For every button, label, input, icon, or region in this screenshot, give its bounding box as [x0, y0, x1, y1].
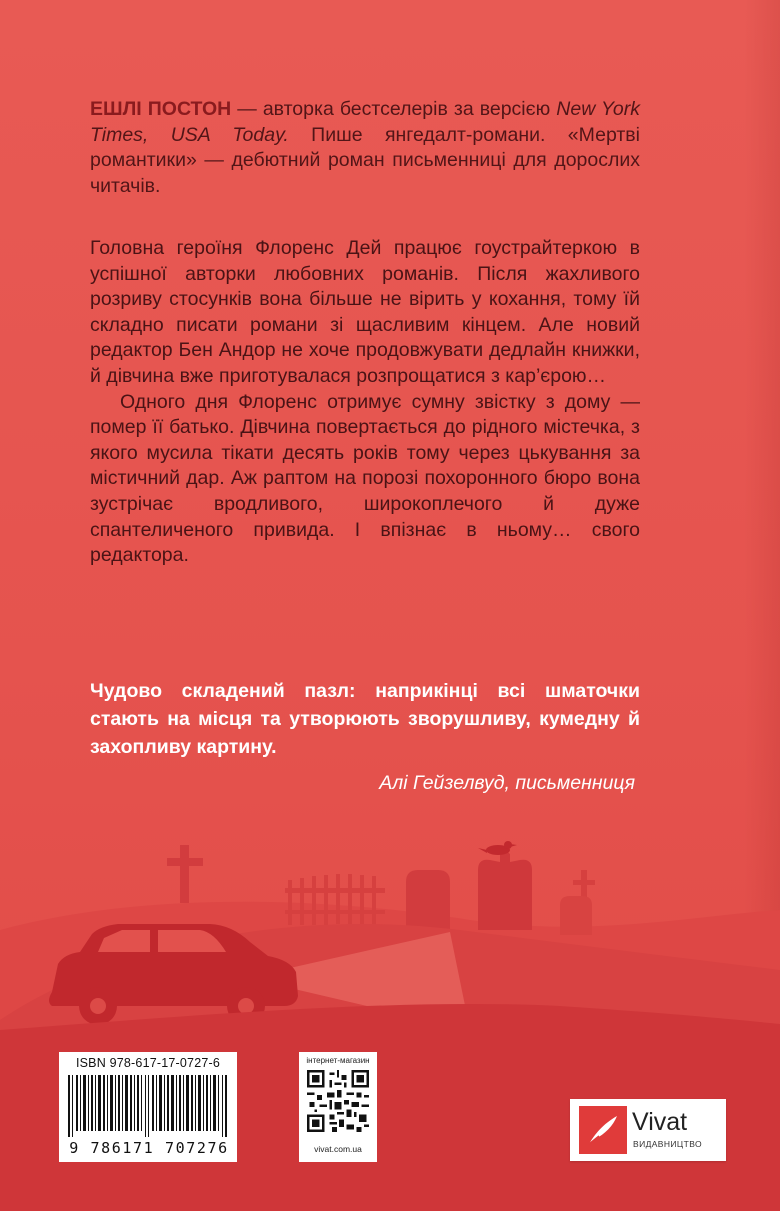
- review-attribution: Алі Гейзелвуд, письменниця: [379, 772, 635, 794]
- bio-text-b: Пише янгедалт-романи. «Мертві романтики» — дебютний роман письменниці для дорослих читачів.: [90, 123, 640, 197]
- tall-tombstone-icon: [478, 850, 532, 930]
- author-bio: [90, 97, 640, 199]
- qr-code-icon: [307, 1070, 369, 1132]
- car-windows: [98, 930, 226, 952]
- qr-url: vivat.com.ua: [314, 1144, 362, 1154]
- qr-top-label: інтернет-магазин: [306, 1056, 370, 1065]
- vivat-quill-icon: [579, 1106, 627, 1154]
- synopsis-paragraph-2: Одного дня Флоренс отримує сумну звістку з дому — помер її батько. Дівчина повертається до рідного містечка, з якого мусила тікати десять років тому через цькування за містичний дар. Аж раптом на порозі похоронного бюро вона зустрічає вродливого, широкоплечого й дуже спантеличеного привида. І впізнає в ньому… свого редактора.: [90, 390, 640, 567]
- author-name: ЕШЛІ ПОСТОН: [90, 98, 232, 120]
- isbn-digits: 9 786171 707276: [69, 1139, 229, 1157]
- isbn-label: ISBN 978-617-17-0727-6: [75, 1056, 221, 1070]
- crow-icon: [478, 841, 517, 855]
- car-wheel-hub-front: [90, 998, 106, 1014]
- qr-block: [299, 1052, 377, 1162]
- synopsis: [90, 236, 640, 569]
- bio-text-a: — авторка бестселерів за версією: [231, 98, 557, 120]
- synopsis-paragraph-1: Головна героїня Флоренс Дей працює гоустрайтеркою в успішної авторки любовних романів. Після жахливого розриву стосунків вона більше не вірить у кохання, тому їй складно писати романи зі щасливим кінцем. Але новий редактор Бен Андор не хоче продовжувати дедлайн книжки, й дівчина вже приготувалася розпрощатися з кар’єрою…: [90, 237, 640, 387]
- isbn-barcode: [59, 1052, 237, 1162]
- tombstone-icon: [406, 870, 450, 930]
- publisher-subtitle: ВИДАВНИЦТВО: [633, 1139, 703, 1149]
- publisher-logo: [570, 1099, 726, 1161]
- review-quote: Чудово складений пазл: наприкінці всі шматочки стають на місця та утворюють зворушливу, кумедну й захопливу картину.: [90, 680, 640, 758]
- publisher-name: Vivat: [632, 1108, 688, 1136]
- small-tombstone-icon: [560, 896, 592, 935]
- bio-publications: New York Times, USA Today.: [90, 98, 640, 146]
- barcode-icon: [68, 1075, 228, 1137]
- cross-tombstone-icon: [167, 845, 203, 903]
- car-wheel-hub-rear: [238, 998, 254, 1014]
